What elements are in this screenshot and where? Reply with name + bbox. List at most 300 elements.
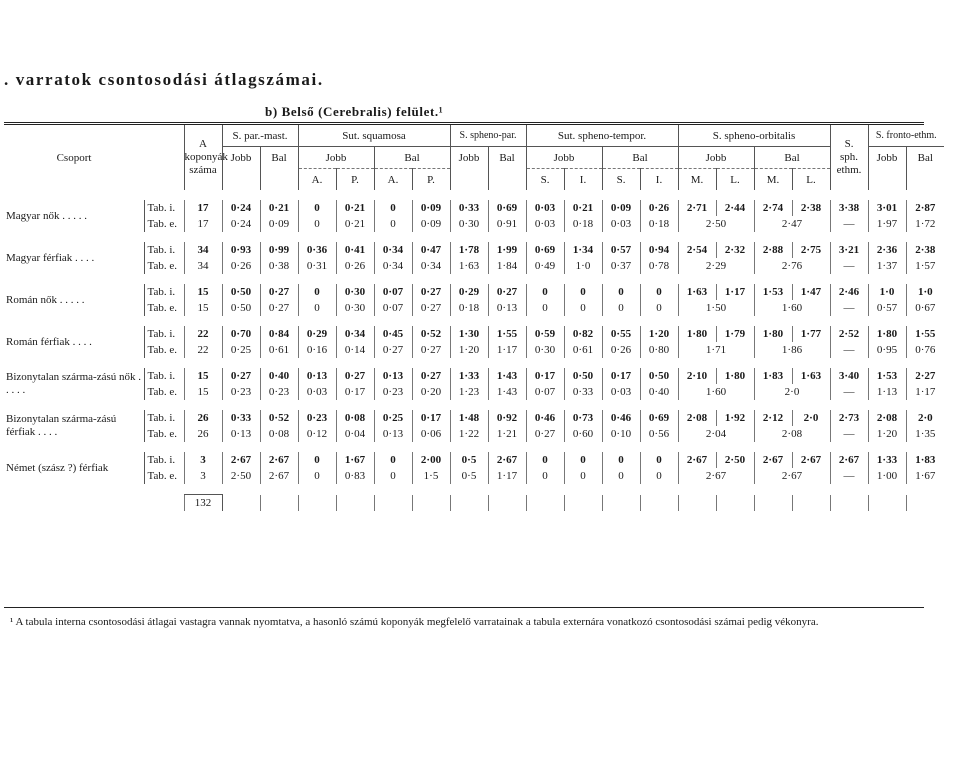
value-cell: 0·27 [412, 342, 450, 358]
table-row-externa [4, 468, 944, 484]
value-cell: 1·83 [906, 452, 944, 468]
table-row-interna [4, 284, 944, 300]
value-cell: 2·44 [716, 200, 754, 216]
value-cell: 0·46 [602, 410, 640, 426]
value-cell: 1·57 [906, 258, 944, 274]
value-cell: 0·26 [222, 258, 260, 274]
skull-count: 17 [184, 200, 222, 216]
skull-count: 3 [184, 452, 222, 468]
skull-count: 3 [184, 468, 222, 484]
group-name: Román férfiak . . . . [6, 335, 92, 348]
value-cell: 0·5 [450, 452, 488, 468]
header-spheno-orbitalis-jobb-m: M. [678, 169, 716, 191]
value-cell: — [830, 468, 868, 484]
page-title: . varratok csontosodási átlagszámai. [4, 70, 324, 89]
value-cell: 2·67 [488, 452, 526, 468]
value-cell: 1·79 [716, 326, 754, 342]
value-cell: 0 [298, 468, 336, 484]
value-cell: 0·34 [412, 258, 450, 274]
total-empty-cell [830, 495, 868, 512]
value-cell: 1·0 [564, 258, 602, 274]
value-cell: 0·24 [222, 200, 260, 216]
header-squamosa-bal: Bal [374, 147, 450, 169]
value-cell: 3·38 [830, 200, 868, 216]
value-cell: 2·76 [754, 258, 830, 274]
value-cell: 0·07 [374, 284, 412, 300]
value-cell: 1·80 [716, 368, 754, 384]
value-cell: 2·38 [792, 200, 830, 216]
spacer-cell [4, 190, 944, 200]
value-cell: 2·67 [792, 452, 830, 468]
skull-count: 15 [184, 384, 222, 400]
value-cell: 2·67 [260, 468, 298, 484]
value-cell: 1·5 [412, 468, 450, 484]
value-cell: 1·63 [678, 284, 716, 300]
value-cell: 3·40 [830, 368, 868, 384]
value-cell: 0 [564, 284, 602, 300]
value-cell: 0·33 [564, 384, 602, 400]
header-blank [260, 169, 298, 191]
group-spacer [4, 274, 944, 284]
value-cell: 0·03 [298, 384, 336, 400]
value-cell: 0·27 [260, 300, 298, 316]
value-cell: 0·57 [602, 242, 640, 258]
value-cell: 1·55 [488, 326, 526, 342]
value-cell: 0·31 [298, 258, 336, 274]
value-cell: 2·75 [792, 242, 830, 258]
value-cell: 2·10 [678, 368, 716, 384]
tabula-label: Tab. i. [144, 452, 184, 468]
header-squamosa-jobb-p: P. [336, 169, 374, 191]
value-cell: — [830, 258, 868, 274]
skull-count: 15 [184, 284, 222, 300]
value-cell: — [830, 300, 868, 316]
value-cell: 0·82 [564, 326, 602, 342]
total-empty-cell [564, 495, 602, 512]
tabula-label: Tab. e. [144, 258, 184, 274]
header-csoport: Csoport [56, 151, 92, 164]
value-cell: 0·27 [526, 426, 564, 442]
value-cell: 0·34 [374, 258, 412, 274]
value-cell: 2·08 [754, 426, 830, 442]
value-cell: 0 [298, 284, 336, 300]
total-count: 132 [184, 495, 222, 512]
value-cell: 0·23 [260, 384, 298, 400]
value-cell: 1·22 [450, 426, 488, 442]
total-empty-cell [412, 495, 450, 512]
value-cell: 1·50 [678, 300, 754, 316]
group-spacer [4, 400, 944, 410]
value-cell: 0·07 [374, 300, 412, 316]
value-cell: 0·52 [412, 326, 450, 342]
value-cell: 0·09 [260, 216, 298, 232]
value-cell: 2·67 [678, 468, 754, 484]
header-row-1 [4, 125, 944, 147]
value-cell: 0·08 [260, 426, 298, 442]
value-cell: 0·92 [488, 410, 526, 426]
value-cell: 1·80 [678, 326, 716, 342]
value-cell: 2·52 [830, 326, 868, 342]
total-empty-cell [716, 495, 754, 512]
value-cell: — [830, 426, 868, 442]
value-cell: 0 [298, 452, 336, 468]
value-cell: 1·33 [868, 452, 906, 468]
value-cell: 0·13 [374, 368, 412, 384]
bottom-rule [4, 607, 924, 608]
value-cell: — [830, 384, 868, 400]
value-cell: 1·48 [450, 410, 488, 426]
spacer-cell [4, 484, 944, 495]
value-cell: 0·30 [336, 284, 374, 300]
value-cell: 0·13 [222, 426, 260, 442]
value-cell: 0·21 [336, 216, 374, 232]
value-cell: 0·33 [222, 410, 260, 426]
group-spacer [4, 316, 944, 326]
value-cell: 0·03 [602, 216, 640, 232]
value-cell: 0·34 [374, 242, 412, 258]
value-cell: 1·60 [678, 384, 754, 400]
value-cell: 3·21 [830, 242, 868, 258]
value-cell: 0·14 [336, 342, 374, 358]
value-cell: 0·13 [298, 368, 336, 384]
value-cell: 0·76 [906, 342, 944, 358]
value-cell: 0·17 [526, 368, 564, 384]
value-cell: 0·50 [640, 368, 678, 384]
group-spacer [4, 442, 944, 452]
value-cell: 0·09 [602, 200, 640, 216]
header-spheno-tempor-bal-s: S. [602, 169, 640, 191]
value-cell: 0·83 [336, 468, 374, 484]
value-cell: 2·67 [222, 452, 260, 468]
value-cell: 0·17 [336, 384, 374, 400]
header-koponyak [184, 125, 228, 190]
value-cell: 1·78 [450, 242, 488, 258]
value-cell: 1·71 [678, 342, 754, 358]
value-cell: 0 [374, 216, 412, 232]
value-cell: 0·50 [222, 300, 260, 316]
value-cell: 1·77 [792, 326, 830, 342]
header-par-mast-bal: Bal [260, 147, 298, 169]
value-cell: 0·27 [336, 368, 374, 384]
value-cell: 0 [526, 284, 564, 300]
value-cell: 1·0 [906, 284, 944, 300]
value-cell: 2·87 [906, 200, 944, 216]
value-cell: 1·34 [564, 242, 602, 258]
value-cell: 0·34 [336, 326, 374, 342]
value-cell: 0·30 [450, 216, 488, 232]
header-koponyak-szama: száma [189, 164, 217, 176]
total-empty-cell [298, 495, 336, 512]
value-cell: 0 [640, 452, 678, 468]
value-cell: 1·20 [450, 342, 488, 358]
total-empty-cell [906, 495, 944, 512]
value-cell: 0·26 [602, 342, 640, 358]
value-cell: 0·41 [336, 242, 374, 258]
value-cell: 1·17 [488, 468, 526, 484]
total-empty-cell [336, 495, 374, 512]
value-cell: 0·10 [602, 426, 640, 442]
group-name: Magyar férfiak . . . . [6, 251, 95, 264]
total-empty-cell [374, 495, 412, 512]
value-cell: 0 [564, 468, 602, 484]
value-cell: 0·27 [222, 368, 260, 384]
value-cell: 0 [602, 452, 640, 468]
group-name: Román nők . . . . . [6, 293, 85, 306]
value-cell: 0·50 [564, 368, 602, 384]
value-cell: 0·26 [336, 258, 374, 274]
value-cell: 0·99 [260, 242, 298, 258]
value-cell: 2·46 [830, 284, 868, 300]
table-body [4, 190, 944, 511]
value-cell: 2·08 [868, 410, 906, 426]
header-spheno-orbitalis-bal: Bal [754, 147, 830, 169]
total-row [4, 495, 944, 512]
value-cell: 1·43 [488, 368, 526, 384]
value-cell: 1·17 [488, 342, 526, 358]
table-row-externa [4, 258, 944, 274]
value-cell: 0·27 [260, 284, 298, 300]
value-cell: 0 [602, 284, 640, 300]
value-cell: 1·53 [754, 284, 792, 300]
skull-count: 22 [184, 326, 222, 342]
total-empty-cell [450, 495, 488, 512]
header-spheno-par-bal: Bal [488, 147, 526, 169]
value-cell: 0·25 [222, 342, 260, 358]
header-blank [222, 169, 260, 191]
value-cell: 2·67 [830, 452, 868, 468]
tabula-label: Tab. i. [144, 410, 184, 426]
table-row-externa [4, 426, 944, 442]
header-koponyak-a: A [199, 138, 207, 150]
value-cell: 0·55 [602, 326, 640, 342]
header-spheno-orbitalis-bal-m: M. [754, 169, 792, 191]
value-cell: 2·50 [678, 216, 754, 232]
total-empty-cell [602, 495, 640, 512]
header-blank [868, 169, 906, 191]
value-cell: 0 [526, 300, 564, 316]
value-cell: 0·57 [868, 300, 906, 316]
value-cell: 2·54 [678, 242, 716, 258]
value-cell: 1·0 [868, 284, 906, 300]
skull-count: 26 [184, 410, 222, 426]
value-cell: 0·23 [298, 410, 336, 426]
header-squamosa-jobb-a: A. [298, 169, 336, 191]
value-cell: 0·49 [526, 258, 564, 274]
value-cell: 0·06 [412, 426, 450, 442]
value-cell: 0·46 [526, 410, 564, 426]
header-spheno-orbitalis-bal-l: L. [792, 169, 830, 191]
table-row-interna [4, 410, 944, 426]
value-cell: 2·32 [716, 242, 754, 258]
value-cell: 0·27 [412, 300, 450, 316]
tabula-label: Tab. e. [144, 300, 184, 316]
ossification-table [4, 125, 944, 511]
value-cell: 0·69 [526, 242, 564, 258]
value-cell: 0·12 [298, 426, 336, 442]
value-cell: 1·67 [336, 452, 374, 468]
table-row-interna [4, 326, 944, 342]
header-spheno-par-jobb: Jobb [450, 147, 488, 169]
table-row-interna [4, 452, 944, 468]
value-cell: 0·27 [488, 284, 526, 300]
value-cell: 0·23 [222, 384, 260, 400]
header-s-fronto-ethm: S. fronto-ethm. [868, 125, 944, 147]
value-cell: 0·78 [640, 258, 678, 274]
value-cell: 1·72 [906, 216, 944, 232]
value-cell: 1·99 [488, 242, 526, 258]
value-cell: 0·61 [564, 342, 602, 358]
header-squamosa-bal-p: P. [412, 169, 450, 191]
value-cell: 0·27 [412, 368, 450, 384]
header-fronto-ethm-jobb: Jobb [868, 147, 906, 169]
tabula-label: Tab. i. [144, 242, 184, 258]
value-cell: 0·18 [564, 216, 602, 232]
value-cell: 0 [602, 468, 640, 484]
value-cell: 0·40 [260, 368, 298, 384]
value-cell: 1·83 [754, 368, 792, 384]
value-cell: 2·73 [830, 410, 868, 426]
tabula-label: Tab. e. [144, 426, 184, 442]
value-cell: 0·04 [336, 426, 374, 442]
header-spheno-tempor-bal: Bal [602, 147, 678, 169]
value-cell: 0·08 [336, 410, 374, 426]
value-cell: 0 [526, 452, 564, 468]
value-cell: 2·0 [754, 384, 830, 400]
value-cell: 0·16 [298, 342, 336, 358]
total-empty-cell [526, 495, 564, 512]
value-cell: 2·47 [754, 216, 830, 232]
value-cell: 2·36 [868, 242, 906, 258]
value-cell: 0·50 [222, 284, 260, 300]
value-cell: 2·50 [222, 468, 260, 484]
value-cell: 2·04 [678, 426, 754, 442]
value-cell: 0·21 [260, 200, 298, 216]
value-cell: 1·43 [488, 384, 526, 400]
table-row-interna [4, 242, 944, 258]
value-cell: 1·20 [868, 426, 906, 442]
total-empty-cell [754, 495, 792, 512]
table-subtitle: b) Belső (Cerebralis) felület.¹ [265, 104, 444, 119]
header-s-sph-ethm [830, 125, 868, 190]
spacer-cell [4, 232, 944, 242]
skull-count: 15 [184, 368, 222, 384]
value-cell: 0·25 [374, 410, 412, 426]
top-rule [4, 122, 924, 123]
value-cell: 2·0 [792, 410, 830, 426]
value-cell: 0·56 [640, 426, 678, 442]
header-s-sph-ethm-s: S. [844, 138, 854, 150]
spacer-cell [4, 316, 944, 326]
value-cell: 0·37 [602, 258, 640, 274]
value-cell: — [830, 342, 868, 358]
value-cell: 0·33 [450, 200, 488, 216]
value-cell: 1·63 [792, 368, 830, 384]
value-cell: 0·38 [260, 258, 298, 274]
tabula-label: Tab. e. [144, 216, 184, 232]
value-cell: 0·03 [526, 216, 564, 232]
value-cell: — [830, 216, 868, 232]
value-cell: 1·35 [906, 426, 944, 442]
header-spheno-tempor-jobb-i: I. [564, 169, 602, 191]
header-blank [906, 169, 944, 191]
value-cell: 2·74 [754, 200, 792, 216]
group-name: Magyar nők . . . . . [6, 209, 87, 222]
value-cell: 0·5 [450, 468, 488, 484]
header-s-spheno-par: S. spheno-par. [450, 125, 526, 147]
header-s-sph-ethm-ethm: ethm. [836, 164, 862, 176]
value-cell: 0 [526, 468, 564, 484]
value-cell: 0 [374, 468, 412, 484]
header-tab-column [144, 125, 184, 190]
spacer-cell [4, 442, 944, 452]
header-sut-squamosa: Sut. squamosa [298, 125, 450, 147]
value-cell: 3·01 [868, 200, 906, 216]
value-cell: 0·13 [488, 300, 526, 316]
value-cell: 2·88 [754, 242, 792, 258]
value-cell: 1·23 [450, 384, 488, 400]
value-cell: 1·17 [906, 384, 944, 400]
value-cell: 1·67 [906, 468, 944, 484]
group-spacer [4, 232, 944, 242]
value-cell: 0 [374, 452, 412, 468]
header-squamosa-bal-a: A. [374, 169, 412, 191]
value-cell: 0·03 [602, 384, 640, 400]
value-cell: 1·30 [450, 326, 488, 342]
value-cell: 2·27 [906, 368, 944, 384]
value-cell: 1·47 [792, 284, 830, 300]
value-cell: 0 [640, 284, 678, 300]
spacer-cell [4, 358, 944, 368]
value-cell: 2·67 [260, 452, 298, 468]
value-cell: 1·17 [716, 284, 754, 300]
value-cell: 2·71 [678, 200, 716, 216]
value-cell: 0·21 [336, 200, 374, 216]
value-cell: 0·40 [640, 384, 678, 400]
value-cell: 0·84 [260, 326, 298, 342]
value-cell: 1·60 [754, 300, 830, 316]
value-cell: 0·18 [640, 216, 678, 232]
tabula-label: Tab. i. [144, 368, 184, 384]
value-cell: 1·63 [450, 258, 488, 274]
header-spheno-orbitalis-jobb: Jobb [678, 147, 754, 169]
header-s-sph-ethm-sph: sph. [840, 151, 859, 163]
header-sut-spheno-tempor: Sut. spheno-tempor. [526, 125, 678, 147]
tabula-label: Tab. e. [144, 468, 184, 484]
group-spacer [4, 358, 944, 368]
value-cell: 2·29 [678, 258, 754, 274]
table-row-externa [4, 384, 944, 400]
value-cell: 1·55 [906, 326, 944, 342]
value-cell: 0·47 [412, 242, 450, 258]
value-cell: 0·67 [906, 300, 944, 316]
value-cell: 1·33 [450, 368, 488, 384]
tabula-label: Tab. i. [144, 200, 184, 216]
value-cell: 0·17 [412, 410, 450, 426]
group-spacer [4, 484, 944, 495]
total-empty-cell [488, 495, 526, 512]
header-spheno-tempor-jobb-s: S. [526, 169, 564, 191]
value-cell: 0·52 [260, 410, 298, 426]
table-row-interna [4, 368, 944, 384]
total-blank [144, 495, 184, 512]
value-cell: 0 [374, 200, 412, 216]
value-cell: 0·69 [488, 200, 526, 216]
table-row-externa [4, 216, 944, 232]
header-spheno-tempor-bal-i: I. [640, 169, 678, 191]
value-cell: 1·53 [868, 368, 906, 384]
skull-count: 15 [184, 300, 222, 316]
value-cell: 0·70 [222, 326, 260, 342]
